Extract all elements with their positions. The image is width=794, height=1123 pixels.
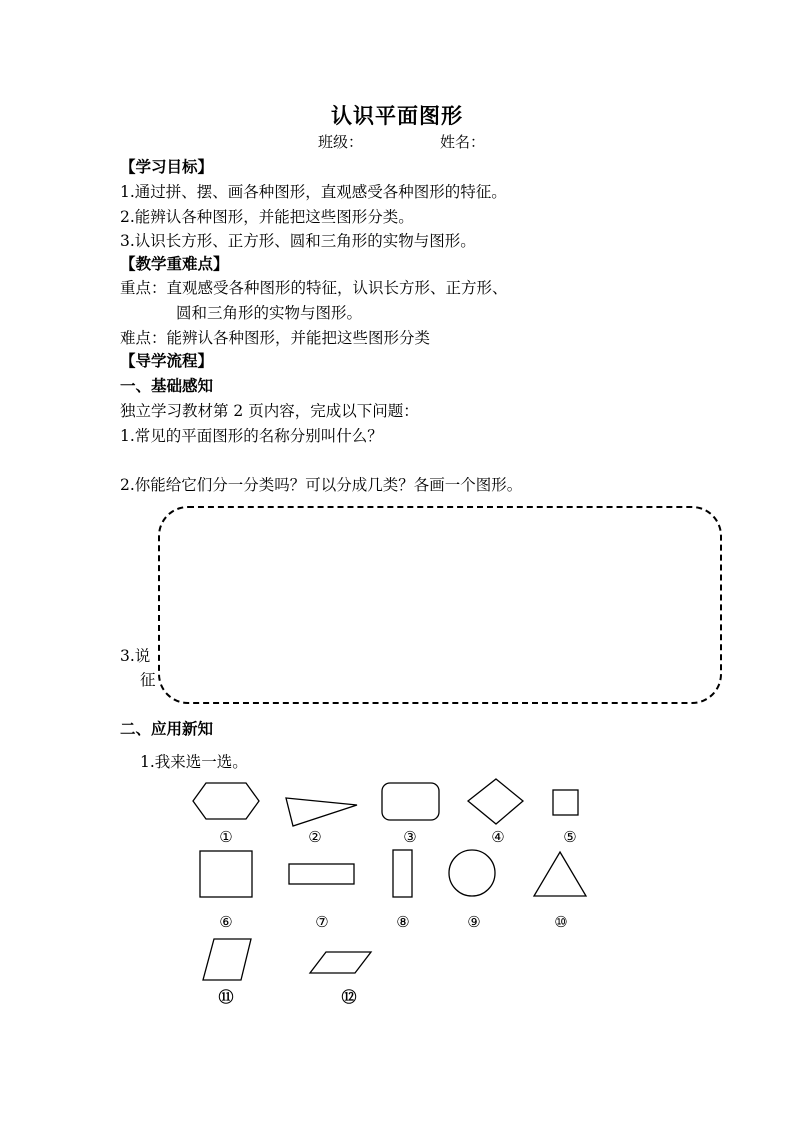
section-apply-new-knowledge: 二、应用新知 <box>120 719 214 738</box>
shape-number-7: ⑦ <box>315 913 329 931</box>
focus-line-2: 圆和三角形的实物与图形。 <box>176 304 363 322</box>
shape-number-4: ④ <box>491 828 505 846</box>
shape-number-12: ⑫ <box>341 988 357 1006</box>
circle-shape <box>449 850 495 896</box>
shape-number-5: ⑤ <box>563 828 577 846</box>
shape-number-6: ⑥ <box>219 913 233 931</box>
intro-line: 独立学习教材第 2 页内容，完成以下问题： <box>120 402 419 420</box>
shape-number-11: ⑪ <box>218 988 234 1006</box>
shape-number-9: ⑨ <box>467 913 481 931</box>
question-3-partial: 3.说 <box>120 647 151 665</box>
question-1: 1.常见的平面图形的名称分别叫什么？ <box>120 427 383 445</box>
goals-heading: 【学习目标】 <box>120 157 214 176</box>
shape-number-2: ② <box>308 828 322 846</box>
vertical-rectangle-shape <box>393 850 412 897</box>
shape-number-10: ⑩ <box>554 913 568 931</box>
shape-number-8: ⑧ <box>396 913 410 931</box>
square-shape <box>200 851 252 897</box>
name-label: 姓名： <box>440 133 486 151</box>
question-2: 2.你能给它们分一分类吗？可以分成几类？各画一个图形。 <box>120 476 523 494</box>
goal-item-1: 1.通过拼、摆、画各种图形，直观感受各种图形的特征。 <box>120 183 507 201</box>
shape-number-3: ③ <box>403 828 417 846</box>
goal-item-3: 3.认识长方形、正方形、圆和三角形的实物与图形。 <box>120 232 476 250</box>
section-basic-perception: 一、基础感知 <box>120 376 214 395</box>
rhombus-shape <box>468 779 523 824</box>
flat-parallelogram-shape <box>310 952 371 973</box>
focus-line-1: 重点：直观感受各种图形的特征，认识长方形、正方形、 <box>120 279 508 297</box>
triangle-shape <box>534 852 586 896</box>
parallelogram-shape <box>203 939 251 980</box>
horizontal-rectangle-shape <box>289 864 354 884</box>
goal-item-2: 2.能辨认各种图形，并能把这些图形分类。 <box>120 208 414 226</box>
task-1: 1.我来选一选。 <box>140 753 248 771</box>
hexagon-shape <box>193 783 259 819</box>
shape-number-1: ① <box>219 828 233 846</box>
difficulty-line: 难点：能辨认各种图形，并能把这些图形分类 <box>120 329 431 347</box>
small-square-shape <box>553 790 578 815</box>
thin-triangle-shape <box>286 798 357 826</box>
class-label: 班级： <box>318 133 364 151</box>
flow-heading: 【导学流程】 <box>120 351 214 370</box>
key-points-heading: 【教学重难点】 <box>120 254 229 273</box>
page-title: 认识平面图形 <box>331 103 463 128</box>
rounded-rectangle-shape <box>382 783 439 820</box>
question-3-cont-partial: 征 <box>140 671 156 689</box>
